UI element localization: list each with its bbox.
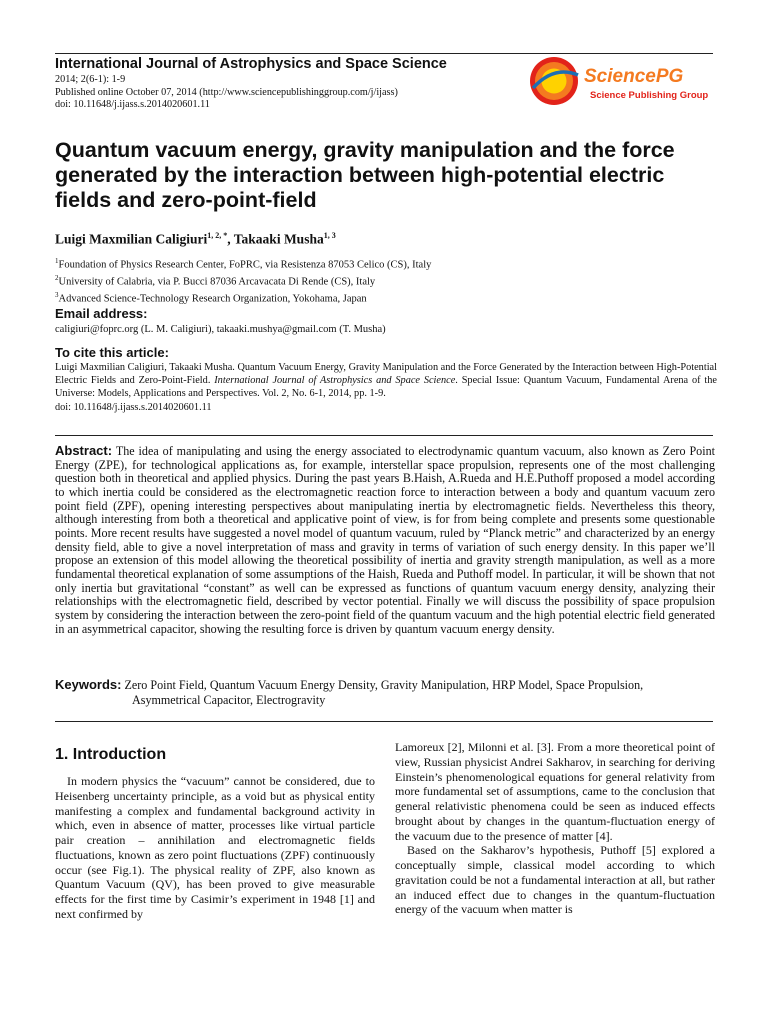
header-rule [55, 53, 713, 54]
published-line: Published online October 07, 2014 (http://www.sciencepublishinggroup.com/j/ijass) [55, 86, 398, 98]
affiliation-item: $^1$Foundation of Physics Research Center, FoPRC, via Resistenza 87053 Celico (CS), Italy [55, 257, 432, 271]
paper-title: Quantum vacuum energy, gravity manipulation and the force generated by the interaction between high-potential electric fields and zero-point-field [55, 138, 675, 212]
citation-text: Luigi Maxmilian Caligiuri, Takaaki Musha. Quantum Vacuum Energy, Gravity Manipulation and the Force Generated by the Interaction between High-Potential Electric Fields and Zero-Point-Field. International Journal of Astrophysics and Space Science. Special Issue: Quantum Vacuum, Fundamental Arena of the Universe: Models, Applications and Perspectives. Vol. 2, No. 6-1, 2014, pp. 1-9. doi: 10.11648/j.ijass.s.2014020601.11 [55, 362, 717, 413]
author-name: Takaaki Musha [233, 231, 324, 247]
logo-wordmark: SciencePG [584, 66, 684, 87]
intro-paragraph-2: Based on the Sakharov’s hypothesis, Puthoff [5] explored a conceptually simple, classical model according to which gravitation could be not a fundamental interaction at all, but rather an induced effect due to changes in the quantum-fluctuation energy of the vacuum when matter is [395, 843, 715, 917]
issue-line: 2014; 2(6-1): 1-9 [55, 74, 126, 85]
doi-line: doi: 10.11648/j.ijass.s.2014020601.11 [55, 99, 210, 110]
logo-tagline: Science Publishing Group [590, 90, 709, 101]
keywords-label: Keywords: [55, 677, 122, 692]
authors [55, 231, 336, 248]
affiliations [55, 255, 431, 306]
affiliation-item: $^3$Advanced Science-Technology Research Organization, Yokohama, Japan [55, 291, 367, 305]
body-column-right [395, 740, 715, 917]
author-affiliation-marks: 1, 2, * [207, 231, 228, 240]
abstract-text: The idea of manipulating and using the energy associated to electrodynamic quantum vacuum, also known as Zero Point Energy (ZPE), for technological applications as, for example, interstellar space propulsion, represents one of the most challenging question both in theoretical and applied physics. During the past years B.Haish, A.Rueda and H.E.Puthoff proposed a model according to which inertia could be considered as the electromagnetic reaction force to interaction between a body and quantum vacuum zero point field (ZPF), opening interesting perspectives about manipulating inertia by electromagnetic fields. Nevertheless this theory, although interesting from both a theoretical and applicative point of view, is for from being complete and presents some questionable points. More recent results have suggested a novel model of quantum vacuum, ruled by “Planck metric” and characterized by an energy density field, able to give a novel interpretation of mass and gravity in terms of variation of such energy density. In this paper we’ll propose an extension of this model allowing the theoretical possibility of inertia and gravity strength manipulation, as well as a more fundamental theoretical explanation of some assumptions of the Haish, Rueda and Puthoff model. In particular, it will be shown that not only inertia but gravitational “constant” as well can be expressed as functions of quantum vacuum energy density, analyzing their relationships with the electromagnetic field, described by vector potential. Finally we will discuss the possibility of space propulsion system by considering the interaction between the zero-point field of the quantum vacuum and the high potential electric field generated in an asymmetrical capacitor, showing the resulting force is driven by quantum vacuum energy density. [55, 444, 715, 636]
cite-heading: To cite this article: [55, 345, 169, 360]
keywords-line-2: Asymmetrical Capacitor, Electrogravity [132, 692, 326, 707]
citation-journal: International Journal of Astrophysics and Space Science [214, 375, 456, 387]
section-heading-introduction: 1. Introduction [55, 746, 167, 763]
abstract-label: Abstract: [55, 443, 113, 458]
citation-doi: doi: 10.11648/j.ijass.s.2014020601.11 [55, 401, 212, 413]
publication-meta [55, 74, 398, 112]
abstract [55, 444, 715, 636]
keywords-line-1: Zero Point Field, Quantum Vacuum Energy Density, Gravity Manipulation, HRP Model, Space Propulsion, [124, 678, 644, 692]
sciencepg-logo [528, 55, 714, 107]
author-separator: , [227, 231, 234, 247]
intro-paragraph-1: In modern physics the “vacuum” cannot be considered, due to Heisenberg uncertainty principle, as a void but as physical entity manifesting a complex and fundamental background activity in which, even in absence of matter, processes like virtual particle pair creation – annihilation and electromagnetic fields fluctuations, known as zero point fluctuations (ZPF) continuously occur (see Fig.1). The physical reality of ZPF, also known as Quantum Vacuum (QV), has been proved to give measurable effects for the first time by Casimir’s experiment in 1948 [1] and next confirmed by [55, 774, 375, 921]
body-column-left [55, 774, 375, 922]
email-heading: Email address: [55, 306, 148, 321]
divider-below-keywords [55, 721, 713, 722]
affiliation-item: $^2$University of Calabria, via P. Bucci 87036 Arcavacata Di Rende (CS), Italy [55, 274, 376, 288]
divider-above-abstract [55, 435, 713, 436]
author-affiliation-marks: 1, 3 [323, 231, 336, 240]
keywords [55, 678, 715, 707]
author-name: Luigi Maxmilian Caligiuri [55, 231, 208, 247]
email-addresses[interactable]: caligiuri@foprc.org (L. M. Caligiuri), takaaki.mushya@gmail.com (T. Musha) [55, 324, 386, 335]
journal-title: International Journal of Astrophysics and Space Science [55, 56, 447, 72]
intro-paragraph-continued: Lamoreux [2], Milonni et al. [3]. From a more theoretical point of view, Russian physicist Andrei Sakharov, in searching for deriving Einstein’s phenomenological equations for general relativity from more fundamental set of assumptions, came to the conclusion that general relativistic phenomena could be seen as induced effects brought about by changes in the quantum-fluctuation energy of the vacuum due to the presence of matter [4]. [395, 740, 715, 843]
